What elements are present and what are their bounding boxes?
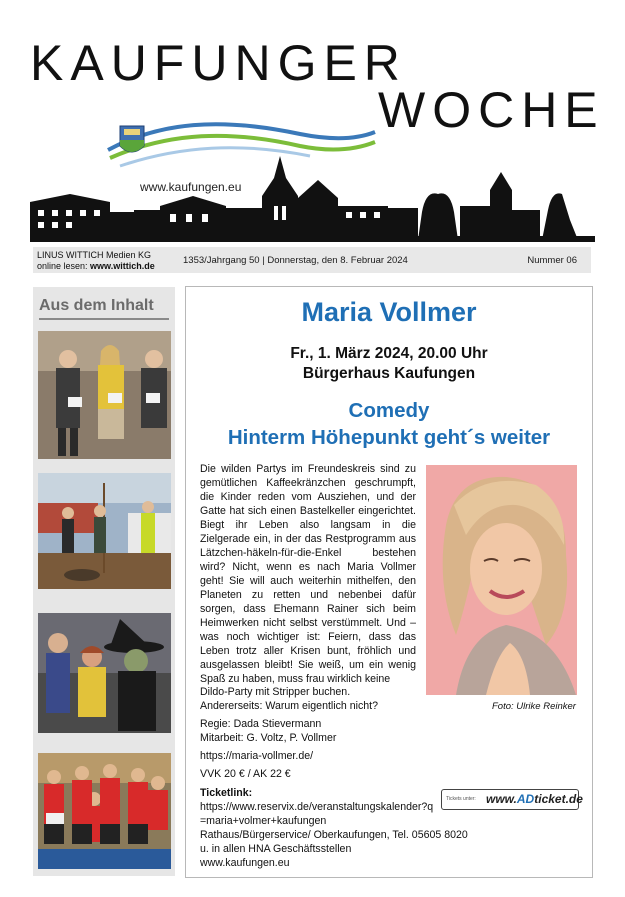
article-body: Die wilden Partys im Freundeskreis sind zu gemütlichen Kaffeekränzchen geschrumpft, die Kinder reden vom Ausziehen, und der Gatte hat sich einen Bastelkeller eingerichtet. Biegt ihr Leben also langsam in die Zielgerade ein, in der das Restprogramm aus Lätzchen-häkeln-für-die-Enkel bestehen wird? Nicht, wenn es nach Maria Vollmer geht! Sie will auch weiterhin mithelfen, den Planeten zu retten und nebenbei dafür sorgen, dass Ehemann Rainer sich beim Heimwerken nicht selbst verstümmelt. Und – was noch wichtiger ist: Feiern, dass das Leben trotz aller Krisen bunt, fröhlich und ausgelassen bleibt! Sie weiß, um ein wenig Spaß zu haben, muss frau wirklich keine — [200, 463, 416, 685]
program-title: Hinterm Höhepunkt geht´s weiter — [227, 426, 551, 449]
sidebar-photo-tree-planting[interactable] — [38, 473, 171, 589]
ticket-link-part2[interactable]: =maria+volmer+kaufungen — [200, 815, 327, 827]
issue-number: Nummer 06 — [527, 255, 577, 266]
sidebar-photo-carnival[interactable] — [38, 613, 171, 733]
photo-credit: Foto: Ulrike Reinker — [492, 701, 576, 712]
event-subtitle — [186, 397, 592, 451]
adticket-logo[interactable] — [441, 789, 583, 810]
adticket-brand: www.ADticket.de — [486, 792, 583, 806]
online-label: online lesen: — [37, 261, 91, 271]
masthead-title-line2: WOCHE — [378, 82, 605, 138]
ticket-hna-offices: u. in allen HNA Geschäftsstellen — [200, 843, 352, 855]
adticket-logo-caption: Tickets unter: — [446, 796, 476, 802]
event-date: Fr., 1. März 2024, 20.00 Uhr — [290, 345, 488, 362]
ticket-prices: VVK 20 € / AK 22 € — [200, 768, 291, 780]
publisher-info — [37, 250, 155, 272]
contents-sidebar — [33, 287, 175, 876]
credits-staff: Mitarbeit: G. Voltz, P. Vollmer — [200, 732, 337, 744]
issue-date-line: 1353/Jahrgang 50 | Donnerstag, den 8. Februar 2024 — [183, 255, 408, 266]
sidebar-heading: Aus dem Inhalt — [39, 297, 154, 314]
publisher-name: LINUS WITTICH Medien KG — [37, 250, 152, 260]
sidebar-photo-book-presentation[interactable] — [38, 331, 171, 459]
ticket-office: Rathaus/Bürgerservice/ Oberkaufungen, Tel. 05605 8020 — [200, 829, 468, 841]
masthead-website: www.kaufungen.eu — [140, 180, 242, 194]
publisher-link[interactable]: www.wittich.de — [90, 261, 155, 271]
sidebar-photo-sports-team[interactable] — [38, 753, 171, 869]
event-article — [185, 286, 593, 878]
credits-direction: Regie: Dada Stievermann — [200, 718, 322, 730]
event-venue: Bürgerhaus Kaufungen — [302, 365, 476, 382]
article-title: Maria Vollmer — [301, 297, 477, 327]
ticket-town-website[interactable]: www.kaufungen.eu — [200, 857, 290, 869]
event-genre: Comedy — [348, 399, 430, 422]
body-line-a: Dildo-Party mit Stripper buchen. — [200, 686, 351, 698]
issue-info-bar — [33, 247, 591, 273]
body-line-b: Andererseits: Warum eigentlich nicht? — [200, 700, 379, 712]
ticket-link-part1[interactable]: https://www.reservix.de/veranstaltungskalender?q — [200, 801, 434, 813]
sidebar-divider — [39, 318, 169, 320]
ticket-heading: Ticketlink: — [200, 787, 253, 799]
event-date-venue — [186, 344, 592, 384]
town-skyline-illustration — [30, 150, 595, 242]
artist-website-link[interactable]: https://maria-vollmer.de/ — [200, 750, 314, 762]
artist-portrait-photo — [426, 465, 577, 695]
masthead-title-line1: KAUFUNGER — [30, 35, 407, 91]
